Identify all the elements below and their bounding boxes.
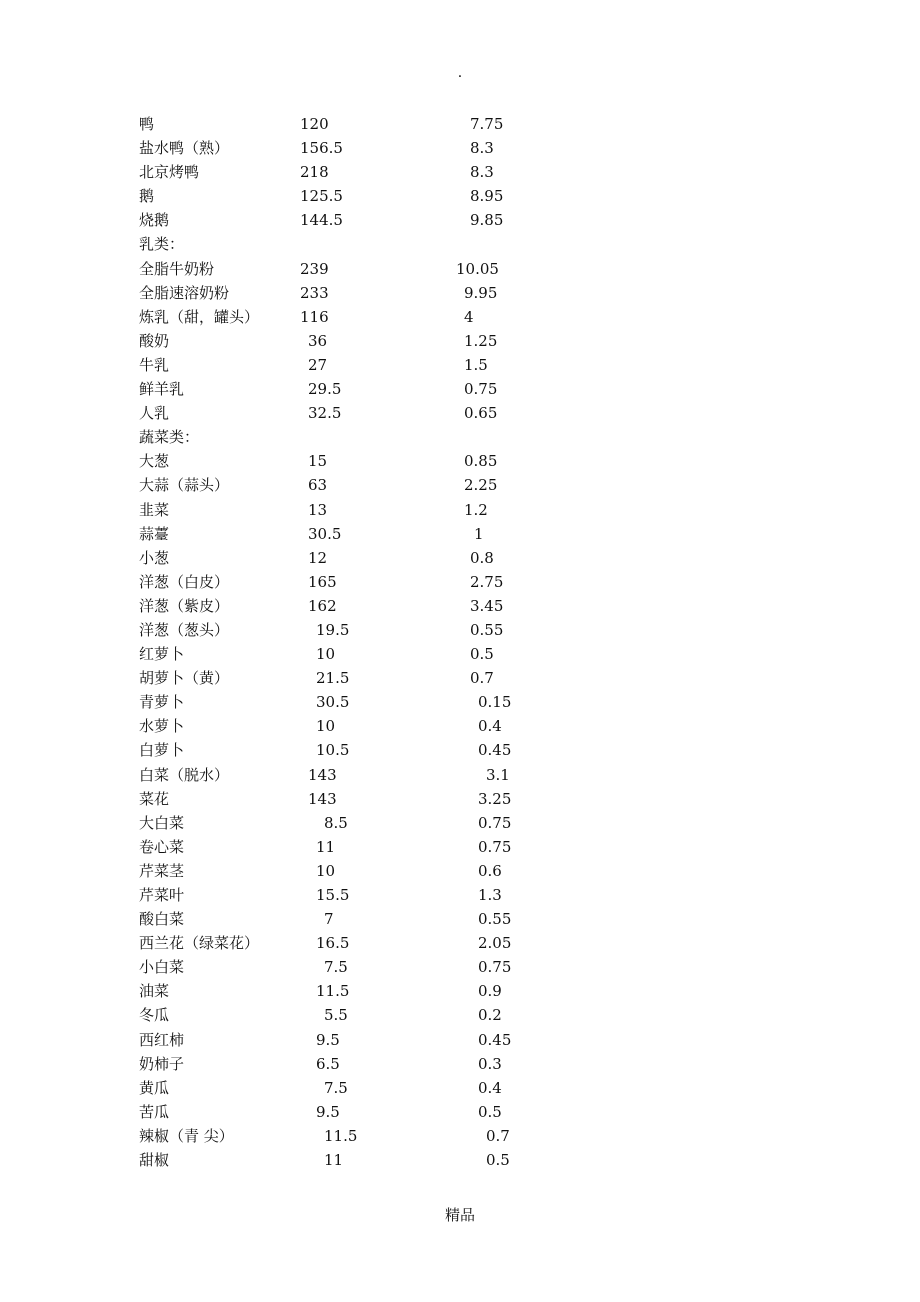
value-col-1: 143 xyxy=(308,789,337,808)
food-name: 全脂速溶奶粉 xyxy=(139,283,230,302)
value-col-1: 120 xyxy=(300,115,329,133)
value-col-2: 0.5 xyxy=(478,1102,502,1121)
value-col-2: 0.85 xyxy=(464,452,498,471)
table-row xyxy=(0,449,920,473)
food-name: 冬瓜 xyxy=(139,1006,170,1025)
value-col-1: 6.5 xyxy=(316,1054,340,1073)
value-col-1: 13 xyxy=(308,500,328,519)
value-col-2: 2.75 xyxy=(470,572,504,591)
table-row xyxy=(0,353,920,377)
value-col-1: 12 xyxy=(308,548,328,567)
value-col-2: 1.2 xyxy=(464,500,488,519)
table-row xyxy=(0,859,920,883)
table-row xyxy=(0,594,920,618)
table-row xyxy=(0,522,920,546)
table-row xyxy=(0,305,920,329)
food-name: 盐水鸭（熟） xyxy=(139,139,230,158)
food-name: 炼乳（甜，罐头） xyxy=(139,307,260,326)
food-name: 鸭 xyxy=(139,115,155,133)
food-name: 牛乳 xyxy=(139,355,170,374)
value-col-1: 21.5 xyxy=(316,669,350,688)
category-heading-row xyxy=(0,425,920,449)
value-col-1: 162 xyxy=(308,596,337,615)
food-name: 小葱 xyxy=(139,548,170,567)
value-col-2: 8.95 xyxy=(470,187,504,206)
table-row xyxy=(0,329,920,353)
food-name: 芹菜叶 xyxy=(139,886,185,904)
table-row xyxy=(0,714,920,738)
food-name: 甜椒 xyxy=(139,1151,170,1170)
food-name: 苦瓜 xyxy=(139,1102,170,1121)
table-row xyxy=(0,473,920,497)
food-name: 洋葱（葱头） xyxy=(139,620,230,639)
value-col-1: 8.5 xyxy=(324,813,348,832)
value-col-1: 10 xyxy=(316,645,336,664)
table-row xyxy=(0,257,920,281)
footer-label: 精品 xyxy=(444,1206,475,1224)
value-col-2: 0.9 xyxy=(478,982,502,1001)
table-row xyxy=(0,907,920,931)
table-row xyxy=(0,763,920,787)
food-name: 胡萝卜（黄） xyxy=(139,669,230,688)
table-row xyxy=(0,401,920,425)
table-row xyxy=(0,281,920,305)
table-row xyxy=(0,1148,920,1172)
value-col-2: 9.85 xyxy=(470,211,504,230)
value-col-1: 36 xyxy=(308,331,328,350)
value-col-1: 125.5 xyxy=(300,187,343,206)
value-col-1: 27 xyxy=(308,355,328,374)
table-row xyxy=(0,112,920,136)
value-col-2: 0.55 xyxy=(478,910,512,929)
food-name: 酸白菜 xyxy=(139,910,185,929)
value-col-1: 63 xyxy=(308,476,328,495)
food-name: 蒜薹 xyxy=(139,524,170,543)
value-col-2: 1.5 xyxy=(464,355,488,374)
food-name: 小白菜 xyxy=(139,958,185,977)
header-mark: · xyxy=(457,69,463,85)
table-row xyxy=(0,570,920,594)
value-col-2: 0.4 xyxy=(478,1078,502,1097)
food-name: 韭菜 xyxy=(139,500,170,519)
table-row xyxy=(0,208,920,232)
food-name: 辣椒（青 尖） xyxy=(139,1126,234,1145)
value-col-2: 10.05 xyxy=(456,259,499,278)
food-name: 红萝卜 xyxy=(139,645,185,664)
value-col-1: 30.5 xyxy=(308,524,342,543)
value-col-2: 0.45 xyxy=(478,1030,512,1049)
food-name: 油菜 xyxy=(139,982,170,1001)
table-row xyxy=(0,787,920,811)
value-col-1: 11.5 xyxy=(324,1126,358,1145)
food-name: 洋葱（白皮） xyxy=(139,572,230,591)
table-row xyxy=(0,160,920,184)
table-row xyxy=(0,955,920,979)
value-col-1: 239 xyxy=(300,259,329,278)
food-name: 全脂牛奶粉 xyxy=(139,259,215,278)
value-col-2: 0.3 xyxy=(478,1054,502,1073)
value-col-2: 0.6 xyxy=(478,861,502,880)
food-name: 蔬菜类： xyxy=(139,428,200,447)
value-col-2: 3.25 xyxy=(478,789,512,808)
food-name: 卷心菜 xyxy=(139,837,185,856)
food-name: 水萝卜 xyxy=(139,717,185,736)
food-name: 北京烤鸭 xyxy=(139,163,200,182)
value-col-2: 1.3 xyxy=(478,886,502,904)
table-row xyxy=(0,184,920,208)
table-row xyxy=(0,642,920,666)
value-col-1: 29.5 xyxy=(308,380,342,399)
value-col-1: 10 xyxy=(316,861,336,880)
food-name: 洋葱（紫皮） xyxy=(139,596,230,615)
table-row xyxy=(0,377,920,401)
value-col-1: 32.5 xyxy=(308,404,342,423)
value-col-1: 143 xyxy=(308,765,337,784)
value-col-2: 0.7 xyxy=(486,1126,510,1145)
value-col-2: 0.15 xyxy=(478,693,512,712)
food-name: 乳类： xyxy=(139,235,185,254)
value-col-1: 218 xyxy=(300,163,329,182)
table-row xyxy=(0,1124,920,1148)
table-row xyxy=(0,931,920,955)
table-row xyxy=(0,546,920,570)
value-col-2: 8.3 xyxy=(470,139,494,158)
table-row xyxy=(0,835,920,859)
value-col-1: 156.5 xyxy=(300,139,343,158)
table-row xyxy=(0,498,920,522)
food-name: 酸奶 xyxy=(139,331,170,350)
value-col-1: 9.5 xyxy=(316,1030,340,1049)
value-col-2: 0.45 xyxy=(478,741,512,760)
value-col-2: 2.05 xyxy=(478,934,512,953)
value-col-1: 11.5 xyxy=(316,982,350,1001)
food-name: 西兰花（绿菜花） xyxy=(139,934,260,953)
value-col-1: 15.5 xyxy=(316,886,350,904)
value-col-1: 233 xyxy=(300,283,329,302)
value-col-2: 0.4 xyxy=(478,717,502,736)
value-col-2: 8.3 xyxy=(470,163,494,182)
value-col-2: 3.45 xyxy=(470,596,504,615)
value-col-2: 0.75 xyxy=(464,380,498,399)
food-name: 鲜羊乳 xyxy=(139,380,185,399)
value-col-1: 5.5 xyxy=(324,1006,348,1025)
value-col-2: 9.95 xyxy=(464,283,498,302)
value-col-1: 15 xyxy=(308,452,328,471)
value-col-1: 144.5 xyxy=(300,211,343,230)
table-row xyxy=(0,883,920,907)
table-row xyxy=(0,811,920,835)
table-row xyxy=(0,738,920,762)
table-row xyxy=(0,666,920,690)
food-name: 大蒜（蒜头） xyxy=(139,476,230,495)
value-col-1: 165 xyxy=(308,572,337,591)
table-row xyxy=(0,136,920,160)
value-col-1: 7.5 xyxy=(324,1078,348,1097)
food-name: 奶柿子 xyxy=(139,1054,185,1073)
value-col-2: 0.8 xyxy=(470,548,494,567)
food-name: 大白菜 xyxy=(139,813,185,832)
food-name: 芹菜茎 xyxy=(139,861,185,880)
food-name: 大葱 xyxy=(139,452,170,471)
table-row xyxy=(0,1100,920,1124)
value-col-2: 1 xyxy=(474,524,484,543)
value-col-2: 0.65 xyxy=(464,404,498,423)
food-name: 白菜（脱水） xyxy=(139,765,230,784)
value-col-2: 0.75 xyxy=(478,813,512,832)
value-col-2: 0.55 xyxy=(470,620,504,639)
table-row xyxy=(0,1003,920,1027)
value-col-2: 0.5 xyxy=(470,645,494,664)
value-col-1: 30.5 xyxy=(316,693,350,712)
value-col-1: 116 xyxy=(300,307,329,326)
value-col-2: 0.75 xyxy=(478,958,512,977)
value-col-1: 7 xyxy=(324,910,334,929)
table-row xyxy=(0,1052,920,1076)
food-name: 烧鹅 xyxy=(139,211,170,230)
value-col-2: 0.2 xyxy=(478,1006,502,1025)
value-col-2: 0.7 xyxy=(470,669,494,688)
food-name: 青萝卜 xyxy=(139,693,185,712)
value-col-2: 0.5 xyxy=(486,1151,510,1170)
food-name: 西红柿 xyxy=(139,1030,185,1049)
value-col-2: 2.25 xyxy=(464,476,498,495)
table-row xyxy=(0,618,920,642)
category-heading-row xyxy=(0,232,920,256)
value-col-2: 4 xyxy=(464,307,474,326)
value-col-2: 0.75 xyxy=(478,837,512,856)
value-col-1: 11 xyxy=(324,1151,344,1170)
table-row xyxy=(0,690,920,714)
value-col-1: 10.5 xyxy=(316,741,350,760)
food-name: 人乳 xyxy=(139,404,170,423)
value-col-1: 9.5 xyxy=(316,1102,340,1121)
food-name: 黄瓜 xyxy=(139,1078,170,1097)
value-col-2: 3.1 xyxy=(486,765,510,784)
value-col-1: 7.5 xyxy=(324,958,348,977)
food-name: 鹅 xyxy=(139,187,155,206)
value-col-1: 16.5 xyxy=(316,934,350,953)
food-name: 菜花 xyxy=(139,789,170,808)
value-col-2: 7.75 xyxy=(470,115,504,133)
table-row xyxy=(0,1076,920,1100)
table-row xyxy=(0,979,920,1003)
food-table xyxy=(0,112,920,1172)
value-col-1: 11 xyxy=(316,837,336,856)
value-col-1: 19.5 xyxy=(316,620,350,639)
value-col-2: 1.25 xyxy=(464,331,498,350)
table-row xyxy=(0,1028,920,1052)
food-name: 白萝卜 xyxy=(139,741,185,760)
value-col-1: 10 xyxy=(316,717,336,736)
